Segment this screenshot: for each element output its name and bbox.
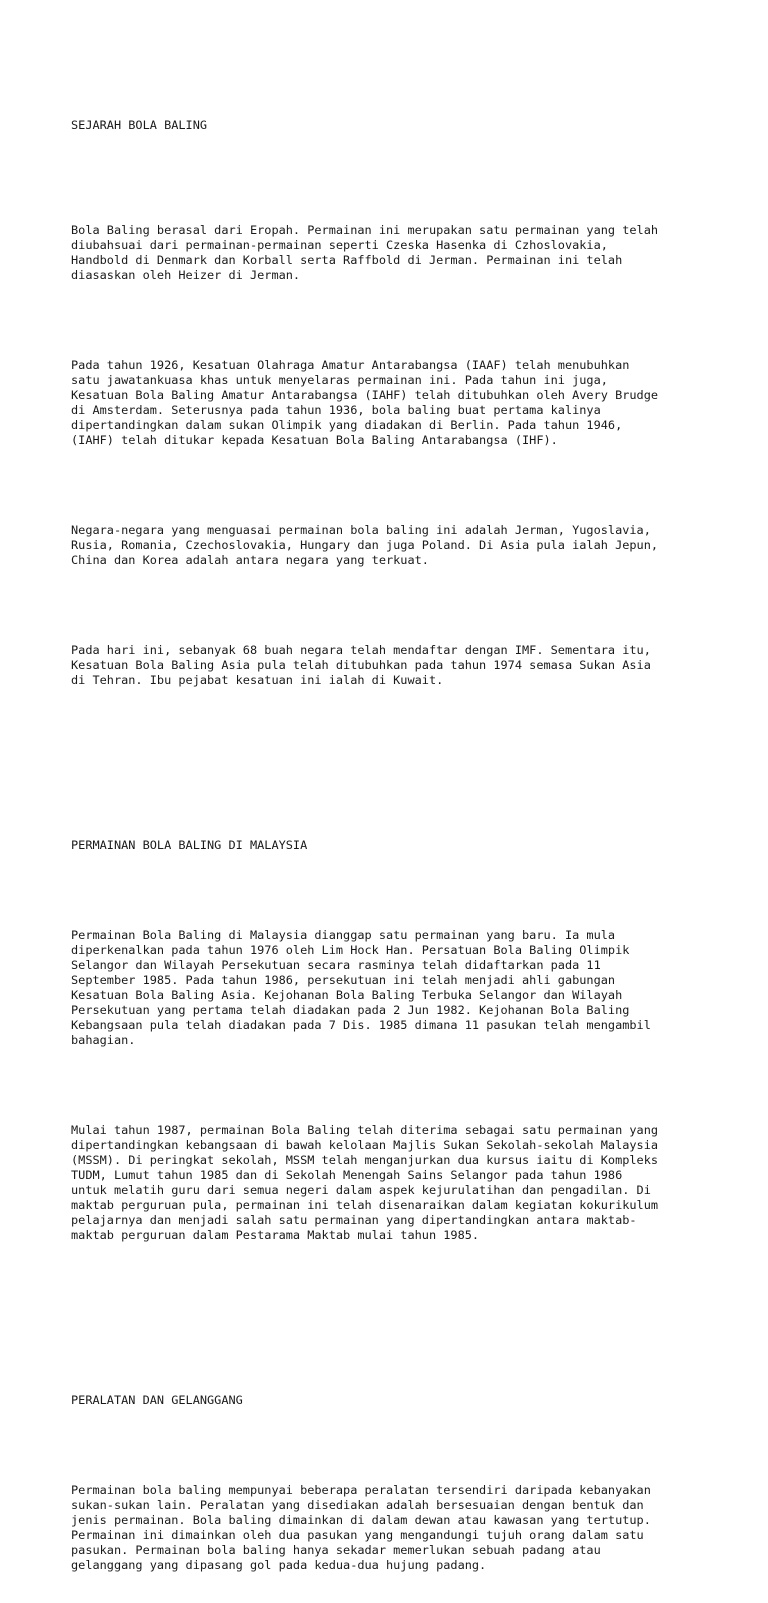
section-heading-peralatan: PERALATAN DAN GELANGGANG [71, 1393, 243, 1407]
paragraph: Permainan bola baling mempunyai beberapa peralatan tersendiri daripada kebanyakan sukan-sukan lain. Peralatan yang disediakan adalah bersesuaian dengan bentuk dan jenis permainan. Bola baling dimainkan di dalam dewan atau kawasan yang tertutup. Permainan ini dimainkan oleh dua pasukan yang mengandungi tujuh orang dalam satu pasukan. Permainan bola baling hanya sekadar memerlukan sebuah padang atau gelanggang yang dipasang gol pada kedua-dua hujung padang. [71, 1483, 651, 1572]
paragraph: Permainan Bola Baling di Malaysia dianggap satu permainan yang baru. Ia mula diperkenalkan pada tahun 1976 oleh Lim Hock Han. Persatuan Bola Baling Olimpik Selangor dan Wilayah Persekutuan secara rasminya telah didaftarkan pada 11 September 1985. Pada tahun 1986, persekutuan ini telah menjadi ahli gabungan Kesatuan Bola Baling Asia. Kejohanan Bola Baling Terbuka Selangor dan Wilayah Persekutuan yang pertama telah diadakan pada 2 Jun 1982. Kejohanan Bola Baling Kebangsaan pula telah diadakan pada 7 Dis. 1985 dimana 11 pasukan telah mengambil bahagian. [71, 928, 651, 1047]
paragraph: Mulai tahun 1987, permainan Bola Baling telah diterima sebagai satu permainan yang dipertandingkan kebangsaan di bawah kelolaan Majlis Sukan Sekolah-sekolah Malaysia (MSSM). Di peringkat sekolah, MSSM telah menganjurkan dua kursus iaitu di Kompleks TUDM, Lumut tahun 1985 dan di Sekolah Menengah Sains Selangor pada tahun 1986 untuk melatih guru dari semua negeri dalam aspek kejurulatihan dan pengadilan. Di maktab perguruan pula, permainan ini telah disenaraikan dalam kegiatan kokurikulum pelajarnya dan menjadi salah satu permainan yang dipertandingkan antara maktab- maktab perguruan dalam Pestarama Maktab mulai tahun 1985. [71, 1123, 659, 1242]
paragraph: Bola Baling berasal dari Eropah. Permainan ini merupakan satu permainan yang telah diubahsuai dari permainan-permainan seperti Czeska Hasenka di Czhoslovakia, Handbold di Denmark dan Korball serta Raffbold di Jerman. Permainan ini telah diasaskan oleh Heizer di Jerman. [71, 223, 659, 282]
paragraph: Negara-negara yang menguasai permainan bola baling ini adalah Jerman, Yugoslavia, Rusia, Romania, Czechoslovakia, Hungary dan juga Poland. Di Asia pula ialah Jepun, China dan Korea adalah antara negara yang terkuat. [71, 523, 659, 567]
paragraph: Pada hari ini, sebanyak 68 buah negara telah mendaftar dengan IMF. Sementara itu, Kesatuan Bola Baling Asia pula telah ditubuhkan pada tahun 1974 semasa Sukan Asia di Tehran. Ibu pejabat kesatuan ini ialah di Kuwait. [71, 643, 651, 687]
section-heading-sejarah: SEJARAH BOLA BALING [71, 118, 208, 132]
document-page [71, 73, 711, 1603]
section-heading-malaysia: PERMAINAN BOLA BALING DI MALAYSIA [71, 838, 308, 852]
paragraph: Pada tahun 1926, Kesatuan Olahraga Amatur Antarabangsa (IAAF) telah menubuhkan satu jawatankuasa khas untuk menyelaras permainan ini. Pada tahun ini juga, Kesatuan Bola Baling Amatur Antarabangsa (IAHF) telah ditubuhkan oleh Avery Brudge di Amsterdam. Seterusnya pada tahun 1936, bola baling buat pertama kalinya dipertandingkan dalam sukan Olimpik yang diadakan di Berlin. Pada tahun 1946, (IAHF) telah ditukar kepada Kesatuan Bola Baling Antarabangsa (IHF). [71, 358, 659, 447]
